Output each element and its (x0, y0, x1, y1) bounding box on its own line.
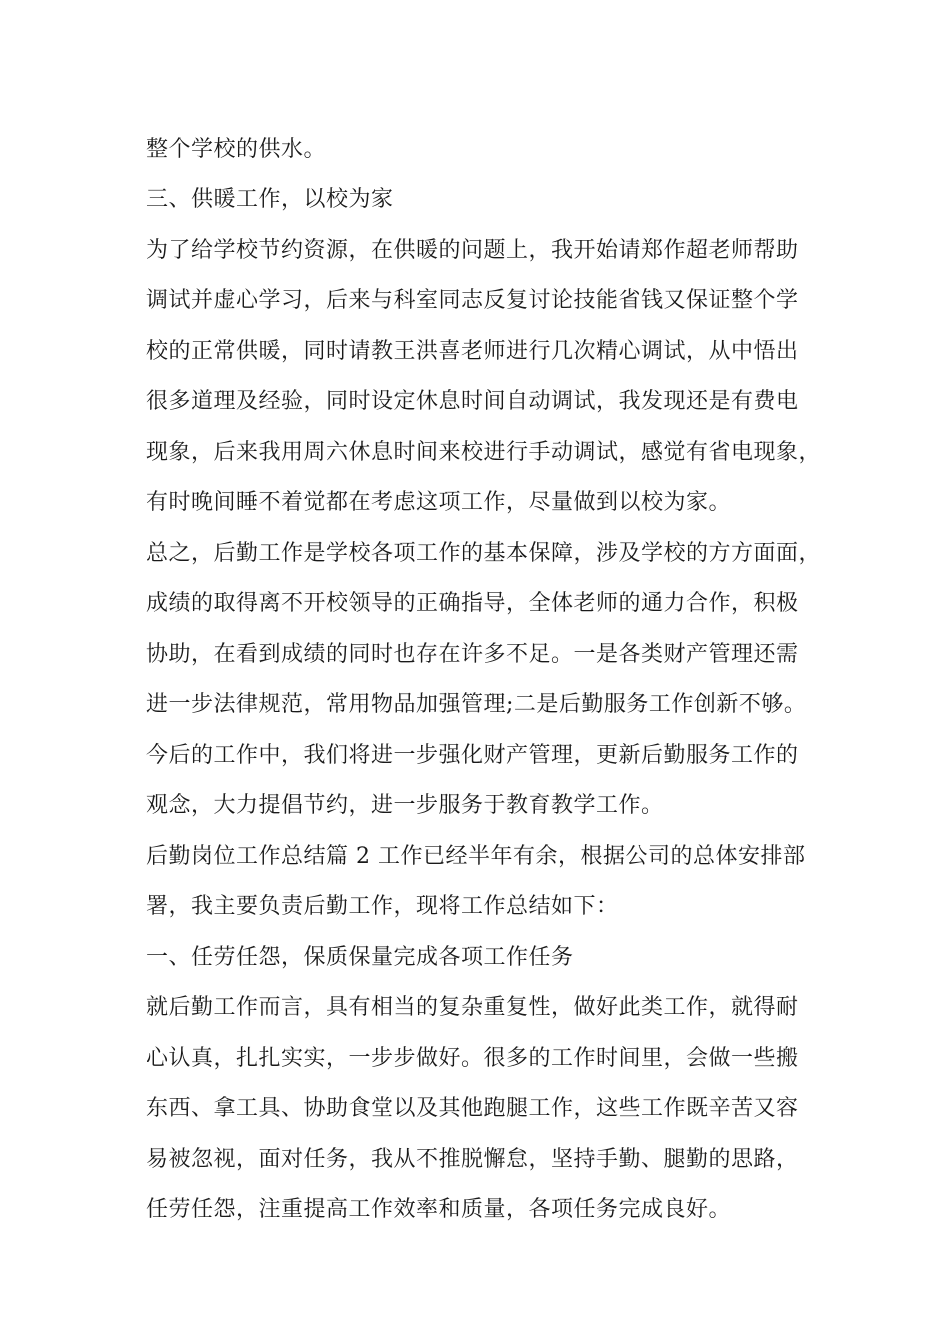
text-line: 校的正常供暖，同时请教王洪喜老师进行几次精心调试，从中悟出 (146, 339, 799, 364)
text-line: 现象，后来我用周六休息时间来校进行手动调试，感觉有省电现象， (146, 440, 822, 465)
text-line: 进一步法律规范，常用物品加强管理;二是后勤服务工作创新不够。 (146, 692, 807, 717)
text-line: 总之，后勤工作是学校各项工作的基本保障，涉及学校的方方面面， (146, 541, 822, 566)
text-line: 成绩的取得离不开校领导的正确指导，全体老师的通力合作，积极 (146, 591, 799, 616)
text-line: 调试并虚心学习，后来与科室同志反复讨论技能省钱又保证整个学 (146, 288, 799, 313)
text-line: 有时晚间睡不着觉都在考虑这项工作，尽量做到以校为家。 (146, 490, 732, 515)
section-heading: 一、任劳任怨，保质保量完成各项工作任务 (146, 945, 574, 970)
text-line: 今后的工作中，我们将进一步强化财产管理，更新后勤服务工作的 (146, 743, 799, 768)
text-line: 观念，大力提倡节约，进一步服务于教育教学工作。 (146, 793, 664, 818)
text-line: 为了给学校节约资源，在供暖的问题上，我开始请郑作超老师帮助 (146, 238, 799, 263)
text-line: 心认真，扎扎实实，一步步做好。很多的工作时间里，会做一些搬 (146, 1046, 799, 1071)
text-line: 署，我主要负责后勤工作，现将工作总结如下： (146, 894, 619, 919)
section-heading: 三、供暖工作，以校为家 (146, 187, 394, 212)
text-line: 后勤岗位工作总结篇 2 工作已经半年有余，根据公司的总体安排部 (146, 844, 806, 869)
text-line: 整个学校的供水。 (146, 137, 327, 162)
text-line: 东西、拿工具、协助食堂以及其他跑腿工作，这些工作既辛苦又容 (146, 1096, 799, 1121)
text-line: 很多道理及经验，同时设定休息时间自动调试，我发现还是有费电 (146, 389, 799, 414)
text-line: 协助，在看到成绩的同时也存在许多不足。一是各类财产管理还需 (146, 642, 799, 667)
text-line: 任劳任怨，注重提高工作效率和质量，各项任务完成良好。 (146, 1197, 732, 1222)
text-line: 易被忽视，面对任务，我从不推脱懈怠，坚持手勤、腿勤的思路， (146, 1147, 799, 1172)
text-line: 就后勤工作而言，具有相当的复杂重复性，做好此类工作，就得耐 (146, 995, 799, 1020)
